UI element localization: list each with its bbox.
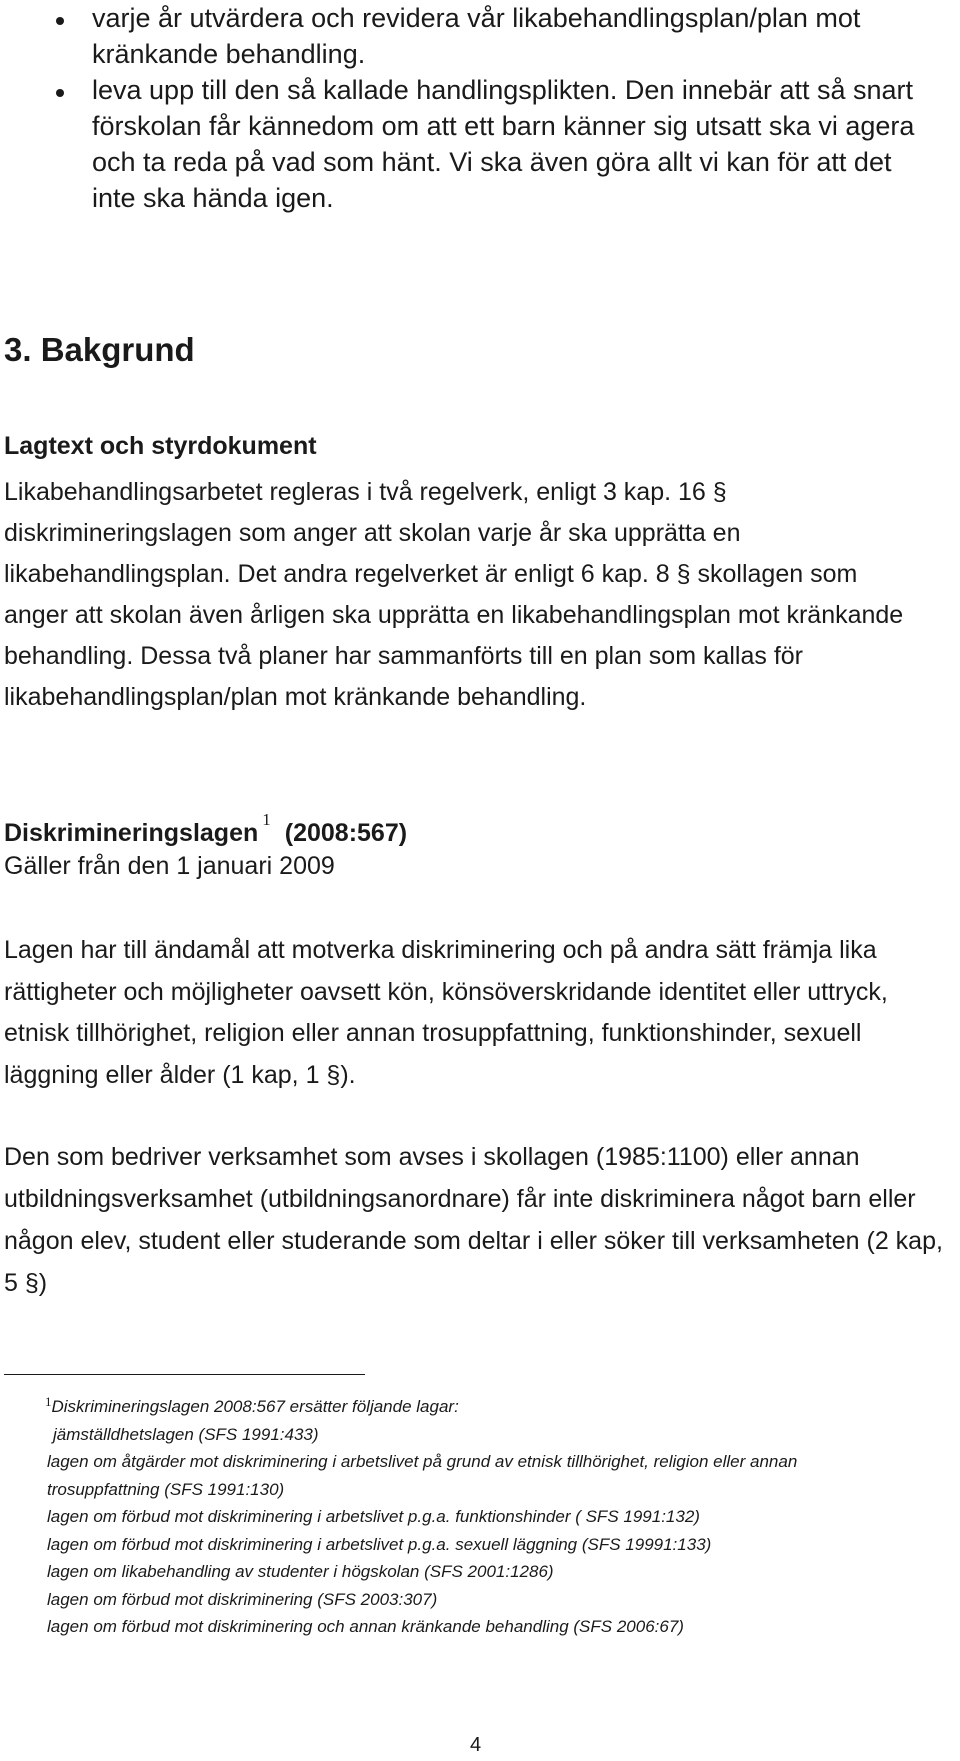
footnote-reference[interactable]: 1 xyxy=(262,810,271,829)
list-item: leva upp till den så kallade handlingsplikten. Den innebär att så snart förskolan får kännedom om att ett barn känner sig utsatt ska vi agera och ta reda på vad som hänt. Vi ska även göra allt vi kan för att det inte ska hända igen. xyxy=(40,72,920,216)
footnote-line: trosuppfattning (SFS 1991:130) xyxy=(47,1479,285,1499)
list-item: varje år utvärdera och revidera vår likabehandlingsplan/plan mot kränkande behandling. xyxy=(40,0,920,72)
law-effective-date: Gäller från den 1 januari 2009 xyxy=(4,852,335,880)
footnote-line: lagen om likabehandling av studenter i högskolan (SFS 2001:1286) xyxy=(47,1562,554,1581)
footnote-line: lagen om förbud mot diskriminering (SFS 2003:307) xyxy=(47,1589,438,1609)
footnote-separator xyxy=(4,1374,365,1375)
footnote-number: 1 xyxy=(45,1394,52,1409)
law-number: (2008:567) xyxy=(284,819,408,847)
bullet-list xyxy=(40,0,920,216)
footnote-line: lagen om åtgärder mot diskriminering i arbetslivet på grund av etnisk tillhörighet, religion eller annan xyxy=(47,1452,798,1471)
section-heading: 3. Bakgrund xyxy=(4,331,195,368)
footnote-line: $^1$Diskrimineringslagen 2008:567 ersätter följande lagar: xyxy=(45,1394,459,1416)
footnote-line: lagen om förbud mot diskriminering i arbetslivet p.g.a. funktionshinder ( SFS 1991:132) xyxy=(47,1507,700,1526)
law-purpose-paragraph: Lagen har till ändamål att motverka diskriminering och på andra sätt främja lika rättigheter och möjligheter oavsett kön, könsöverskridande identitet eller uttryck, etnisk tillhörighet, religion eller annan trosuppfattning, funktionshinder, sexuell läggning eller ålder (1 kap, 1 §). xyxy=(4,936,888,1089)
bullet-icon xyxy=(56,17,64,25)
footnote-line: jämställdhetslagen (SFS 1991:433) xyxy=(53,1424,319,1444)
bullet-icon xyxy=(56,89,64,97)
footnote-line: lagen om förbud mot diskriminering och annan kränkande behandling (SFS 2006:67) xyxy=(47,1617,684,1636)
section-subheading: Lagtext och styrdokument xyxy=(4,432,317,460)
law-name: Diskrimineringslagen xyxy=(4,819,259,847)
background-paragraph: Likabehandlingsarbetet regleras i två regelverk, enligt 3 kap. 16 § diskrimineringslagen som anger att skolan varje år ska upprätta en likabehandlingsplan. Det andra regelverket är enligt 6 kap. 8 § skollagen som anger att skolan även årligen ska upprätta en likabehandlingsplan mot kränkande behandling. Dessa två planer har sammanförts till en plan som kallas för likabehandlingsplan/plan mot kränkande behandling. xyxy=(4,478,904,711)
footnote-line: lagen om förbud mot diskriminering i arbetslivet p.g.a. sexuell läggning (SFS 19991:133) xyxy=(47,1534,712,1554)
footnote xyxy=(47,1388,947,1641)
law-scope-paragraph: Den som bedriver verksamhet som avses i skollagen (1985:1100) eller annan utbildningsverksamhet (utbildningsanordnare) får inte diskriminera något barn eller någon elev, student eller studerande som deltar i eller söker till verksamheten (2 kap, 5 §) xyxy=(4,1143,943,1297)
page-number: 4 xyxy=(470,1734,482,1756)
